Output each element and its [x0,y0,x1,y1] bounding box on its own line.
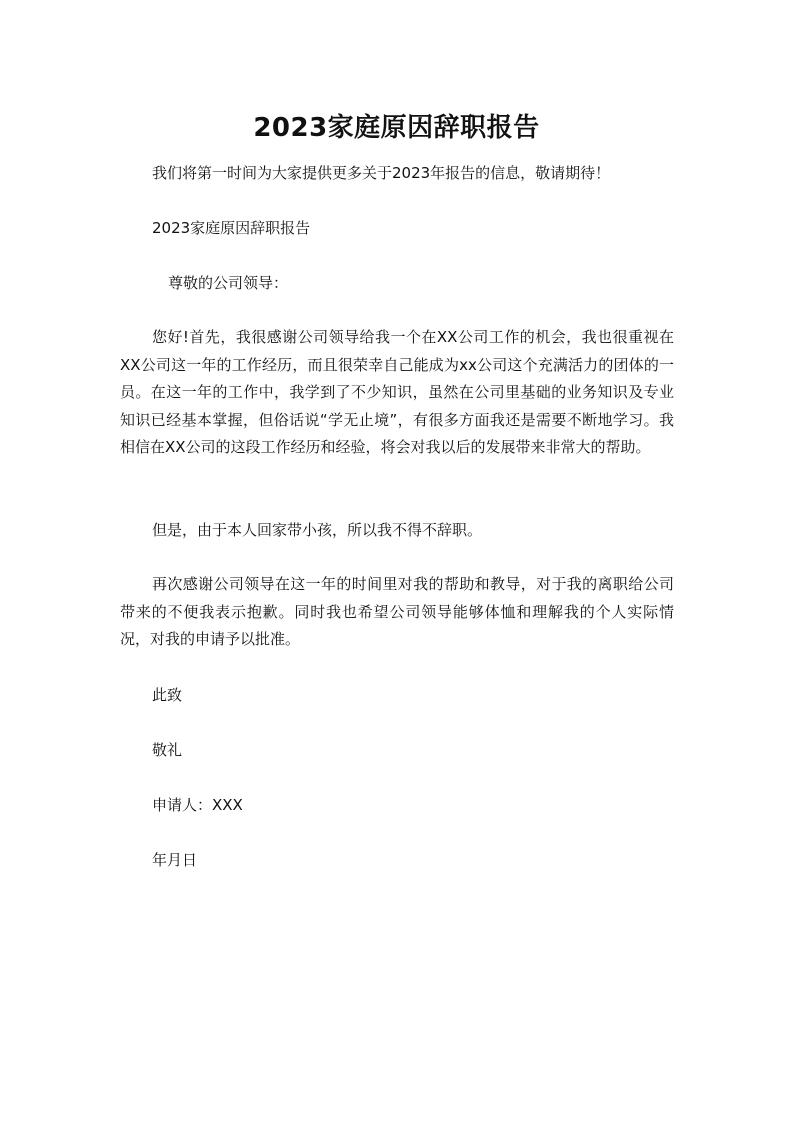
closing-line-1: 此致 [152,686,183,704]
intro-text: 我们将第一时间为大家提供更多关于2023年报告的信息，敬请期待！ [152,164,611,182]
body-paragraph-2: 但是，由于本人回家带小孩，所以我不得不辞职。 [152,521,483,539]
salutation-text: 尊敬的公司领导： [168,274,289,292]
document-title: 2023家庭原因辞职报告 [253,113,540,143]
body-paragraph-1: 您好!首先，我很感谢公司领导给我一个在XX公司工作的机会，我也很重视在XX公司这一年的工作经历，而且很荣幸自己能成为xx公司这个充满活力的团体的一员。在这一年的工作中，我学到了不少知识，虽然在公司里基础的业务知识及专业知识已经基本掌握，但俗话说“学无止境”，有很多方面我还是需要不断地学习。我相信在XX公司的这段工作经历和经验，将会对我以后的发展带来非常大的帮助。 [120,328,674,456]
subtitle-text: 2023家庭原因辞职报告 [152,219,311,237]
closing-line-2: 敬礼 [152,741,183,759]
body-paragraph-3: 再次感谢公司领导在这一年的时间里对我的帮助和教导，对于我的离职给公司带来的不便我表示抱歉。同时我也希望公司领导能够体恤和理解我的个人实际情况，对我的申请予以批准。 [120,575,674,648]
date-line: 年月日 [152,851,198,869]
applicant-line: 申请人：XXX [152,796,243,814]
